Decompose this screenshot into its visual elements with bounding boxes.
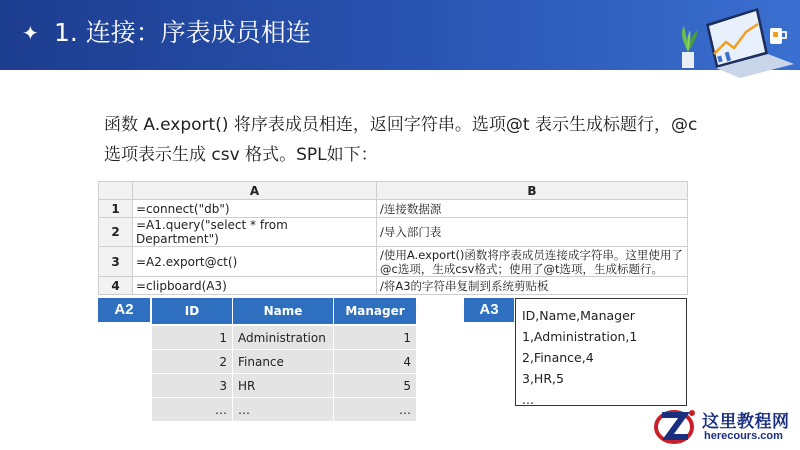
grid-row [99, 247, 688, 277]
cell-a2[interactable]: =A1.query("select * from Department") [133, 218, 377, 247]
a2-cell-name: Finance [233, 349, 333, 373]
row-number: 1 [99, 200, 133, 218]
a2-result-table [151, 298, 417, 421]
intro-line-1: 函数 A.export() 将序表成员相连，返回字符串。选项@t 表示生成标题行，@c [104, 115, 698, 135]
row-number: 3 [99, 247, 133, 277]
grid-corner-cell [99, 182, 133, 200]
grid-row [99, 218, 688, 247]
a2-header-id: ID [152, 298, 232, 325]
cell-a1[interactable]: =connect("db") [133, 200, 377, 218]
cell-b3[interactable]: /使用A.export()函数将序表成员连接成字符串。这里使用了@c选项，生成csv格式；使用了@t选项，生成标题行。 [377, 247, 688, 277]
a3-result-text [515, 298, 687, 406]
intro-line-2: 选项表示生成 csv 格式。SPL如下： [104, 145, 378, 165]
a2-result-label: A2 [98, 298, 150, 322]
table-row [152, 325, 416, 349]
intro-paragraph [104, 110, 704, 170]
laptop-chart-illustration [676, 2, 798, 78]
a2-cell-manager: 5 [334, 373, 416, 397]
slide-title: 1. 连接：序表成员相连 [54, 18, 311, 47]
a2-cell-manager: 1 [334, 325, 416, 349]
table-row [152, 373, 416, 397]
a2-cell-id: … [152, 397, 232, 421]
a2-cell-id: 1 [152, 325, 232, 349]
a3-line: ID,Name,Manager [522, 308, 635, 323]
cell-a3[interactable]: =A2.export@ct() [133, 247, 377, 277]
z-logo-icon [652, 403, 698, 447]
column-header-b: B [377, 182, 688, 200]
column-header-a: A [133, 182, 377, 200]
a2-header-manager: Manager [334, 298, 416, 325]
grid-row [99, 277, 688, 295]
slide-header [0, 0, 800, 70]
a3-line: 2,Finance,4 [522, 350, 594, 365]
a2-cell-name: HR [233, 373, 333, 397]
table-row [152, 349, 416, 373]
a3-line: ... [522, 392, 534, 407]
cell-b4[interactable]: /将A3的字符串复制到系统剪贴板 [377, 277, 688, 295]
watermark-site-name: 这里教程网 [702, 412, 790, 432]
grid-row [99, 200, 688, 218]
row-number: 2 [99, 218, 133, 247]
site-watermark [652, 403, 798, 447]
a2-cell-manager: … [334, 397, 416, 421]
a2-cell-id: 2 [152, 349, 232, 373]
a3-line: 1,Administration,1 [522, 329, 638, 344]
a2-header-name: Name [233, 298, 333, 325]
spl-code-grid [98, 181, 688, 295]
a2-cell-id: 3 [152, 373, 232, 397]
a2-cell-manager: 4 [334, 349, 416, 373]
four-point-star-icon: ✦ [22, 23, 39, 45]
a2-cell-name: Administration [233, 325, 333, 349]
row-number: 4 [99, 277, 133, 295]
a3-result-label: A3 [464, 298, 514, 322]
watermark-url: herecours.com [704, 430, 783, 442]
a2-cell-name: … [233, 397, 333, 421]
cell-a4[interactable]: =clipboard(A3) [133, 277, 377, 295]
table-row [152, 397, 416, 421]
a3-line: 3,HR,5 [522, 371, 564, 386]
cell-b1[interactable]: /连接数据源 [377, 200, 688, 218]
cell-b2[interactable]: /导入部门表 [377, 218, 688, 247]
